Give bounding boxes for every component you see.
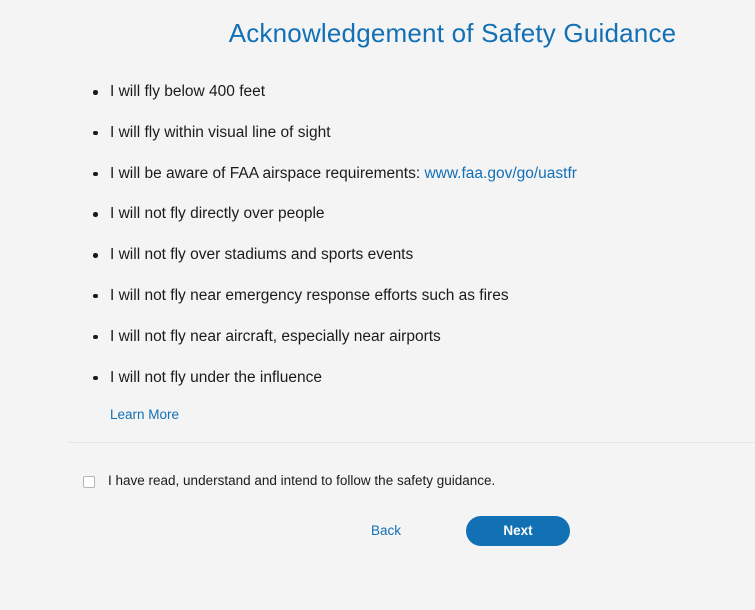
guidance-text: I will fly within visual line of sight [110,123,331,141]
learn-more-link[interactable]: Learn More [110,407,180,422]
bullet-icon [93,294,98,299]
bullet-icon [93,376,98,381]
back-button[interactable]: Back [370,523,401,538]
guidance-text: I will not fly near aircraft, especially near airports [110,327,441,345]
guidance-text: I will not fly over stadiums and sports events [110,246,414,264]
divider [68,442,755,443]
page-title: Acknowledgement of Safety Guidance [228,18,677,48]
faa-airspace-link[interactable]: www.faa.gov/go/uastfr [424,164,577,182]
guidance-text: I will be aware of FAA airspace requirements: [110,164,425,182]
guidance-item [90,80,577,121]
acknowledgement-label[interactable]: I have read, understand and intend to follow the safety guidance. [108,473,496,488]
guidance-text: I will not fly near emergency response efforts such as fires [110,286,509,304]
acknowledgement-checkbox[interactable] [83,476,95,488]
bullet-icon [93,131,98,136]
guidance-item [90,243,577,284]
guidance-item [90,366,577,407]
guidance-item [90,202,577,243]
guidance-item [90,284,577,325]
guidance-text: I will not fly directly over people [110,205,325,223]
bullet-icon [93,90,98,95]
bullet-icon [93,335,98,340]
bullet-icon [93,172,98,177]
guidance-item [90,121,577,162]
guidance-text: I will not fly under the influence [110,368,322,386]
guidance-text: I will fly below 400 feet [110,83,266,100]
guidance-item [90,325,577,366]
bullet-icon [93,253,98,258]
guidance-item [90,162,577,203]
guidance-list [90,80,577,406]
bullet-icon [93,212,98,217]
next-button[interactable]: Next [466,516,570,546]
